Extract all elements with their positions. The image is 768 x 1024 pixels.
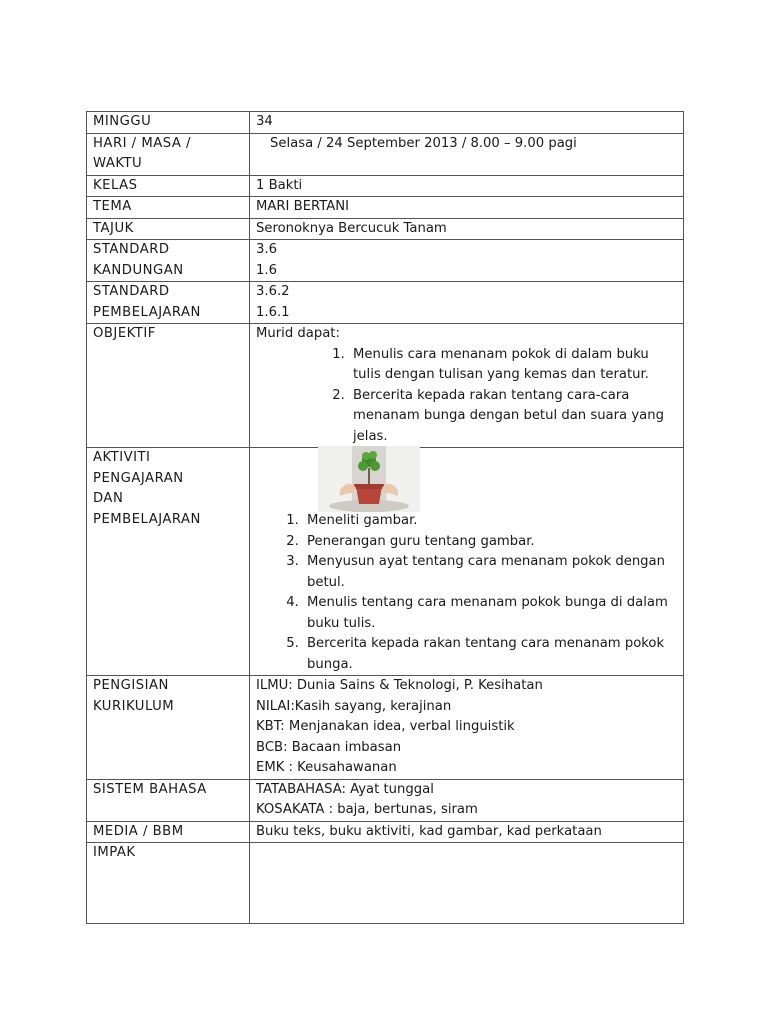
value-standard-pembelajaran xyxy=(250,282,684,324)
value-sp-line1: 3.6.2 xyxy=(256,284,290,299)
pengisian-line: EMK : Keusahawanan xyxy=(256,760,397,775)
row-kelas xyxy=(87,175,684,197)
row-pengisian xyxy=(87,676,684,780)
row-standard-kandungan xyxy=(87,240,684,282)
plant-image-area xyxy=(256,448,677,511)
label-hari-line2: WAKTU xyxy=(93,156,143,171)
row-standard-pembelajaran xyxy=(87,282,684,324)
label-pk-line1: PENGISIAN xyxy=(93,678,169,693)
value-sk-line1: 3.6 xyxy=(256,242,277,257)
pengisian-line: NILAI:Kasih sayang, kerajinan xyxy=(256,698,452,714)
value-sp-line2: 1.6.1 xyxy=(256,304,290,320)
label-standard-pembelajaran xyxy=(87,282,250,324)
aktiviti-item: 5. Bercerita kepada rakan tentang cara menanam pokok bunga. xyxy=(303,634,677,675)
potted-plant-icon xyxy=(318,446,420,512)
aktiviti-list xyxy=(256,511,677,675)
row-tajuk xyxy=(87,218,684,240)
value-media: Buku teks, buku aktiviti, kad gambar, kad perkataan xyxy=(250,821,684,843)
label-ak-line3: DAN xyxy=(93,491,124,506)
label-pengisian xyxy=(87,676,250,780)
label-ak-line2: PENGAJARAN xyxy=(93,470,184,486)
label-hari-line1: HARI / MASA / xyxy=(93,135,191,151)
label-sistem-bahasa: SISTEM BAHASA xyxy=(87,779,250,821)
row-sistem-bahasa xyxy=(87,779,684,821)
lesson-plan-table xyxy=(86,111,684,924)
row-media xyxy=(87,821,684,843)
value-minggu: 34 xyxy=(250,112,684,134)
label-sp-line1: STANDARD xyxy=(93,284,170,299)
aktiviti-item: 1. Meneliti gambar. xyxy=(303,511,677,532)
value-hari xyxy=(250,133,684,175)
value-pengisian xyxy=(250,676,684,780)
value-aktiviti xyxy=(250,448,684,676)
pengisian-line: ILMU: Dunia Sains & Teknologi, P. Kesihatan xyxy=(256,678,543,693)
label-tema: TEMA xyxy=(87,197,250,219)
value-standard-kandungan xyxy=(250,240,684,282)
value-impak xyxy=(250,843,684,924)
value-kelas: 1 Bakti xyxy=(250,175,684,197)
value-tema: MARI BERTANI xyxy=(250,197,684,219)
label-ak-line4: PEMBELAJARAN xyxy=(93,511,201,527)
label-media: MEDIA / BBM xyxy=(87,821,250,843)
label-impak: IMPAK xyxy=(87,843,250,924)
pengisian-line: KBT: Menjanakan idea, verbal linguistik xyxy=(256,719,515,734)
value-sistem-bahasa xyxy=(250,779,684,821)
aktiviti-item: 3. Menyusun ayat tentang cara menanam pokok dengan betul. xyxy=(303,552,677,593)
row-objektif xyxy=(87,324,684,448)
label-tajuk: TAJUK xyxy=(87,218,250,240)
objektif-list xyxy=(256,345,677,448)
aktiviti-item: 4. Menulis tentang cara menanam pokok bunga di dalam buku tulis. xyxy=(303,593,677,634)
row-impak xyxy=(87,843,684,924)
label-hari xyxy=(87,133,250,175)
objektif-intro: Murid dapat: xyxy=(256,326,340,341)
row-minggu xyxy=(87,112,684,134)
value-tajuk: Seronoknya Bercucuk Tanam xyxy=(250,218,684,240)
potted-plant-photo xyxy=(318,446,420,512)
label-kelas: KELAS xyxy=(87,175,250,197)
label-sk-line1: STANDARD xyxy=(93,242,170,257)
row-tema xyxy=(87,197,684,219)
label-ak-line1: AKTIVITI xyxy=(93,450,151,465)
sistem-bahasa-line2: KOSAKATA : baja, bertunas, siram xyxy=(256,802,478,817)
row-hari xyxy=(87,133,684,175)
label-sk-line2: KANDUNGAN xyxy=(93,262,184,278)
objektif-item: 2. Bercerita kepada rakan tentang cara-cara menanam bunga dengan betul dan suara yang jelas. xyxy=(349,386,677,448)
value-sk-line2: 1.6 xyxy=(256,262,277,278)
sistem-bahasa-line1: TATABAHASA: Ayat tunggal xyxy=(256,781,434,797)
value-hari-text: Selasa / 24 September 2013 / 8.00 – 9.00 pagi xyxy=(270,135,577,151)
label-objektif: OBJEKTIF xyxy=(87,324,250,448)
objektif-item: 1. Menulis cara menanam pokok di dalam buku tulis dengan tulisan yang kemas dan teratur. xyxy=(349,345,677,386)
label-minggu: MINGGU xyxy=(87,112,250,134)
label-aktiviti xyxy=(87,448,250,676)
aktiviti-item: 2. Penerangan guru tentang gambar. xyxy=(303,532,677,553)
value-objektif xyxy=(250,324,684,448)
label-sp-line2: PEMBELAJARAN xyxy=(93,304,201,320)
label-standard-kandungan xyxy=(87,240,250,282)
pengisian-line: BCB: Bacaan imbasan xyxy=(256,739,402,755)
row-aktiviti xyxy=(87,448,684,676)
label-pk-line2: KURIKULUM xyxy=(93,698,175,714)
